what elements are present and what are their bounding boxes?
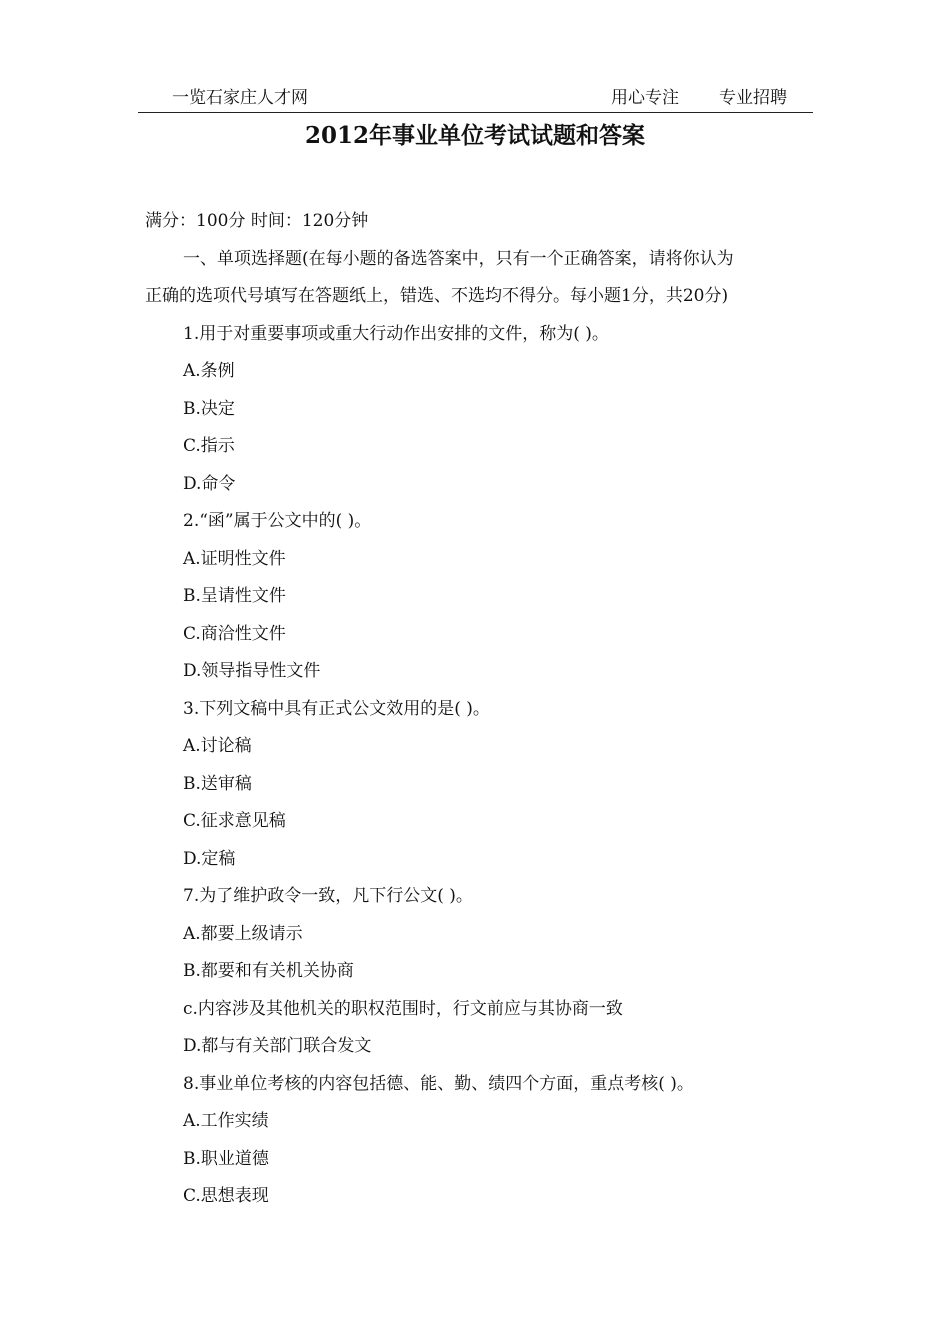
option-3d: D.定稿 (183, 848, 236, 869)
option-7c: c.内容涉及其他机关的职权范围时，行文前应与其协商一致 (183, 998, 623, 1019)
option-3b: B.送审稿 (183, 773, 252, 794)
document-title: 2012年事业单位考试试题和答案 (304, 122, 645, 149)
option-3c: C.征求意见稿 (183, 811, 286, 831)
option-7a: A.都要上级请示 (183, 923, 303, 944)
header-divider (138, 112, 813, 113)
slogan-focus: 用心专注 (611, 88, 679, 108)
option-1c: C.指示 (183, 436, 235, 456)
option-2c: C.商洽性文件 (183, 623, 286, 644)
exam-meta: 满分：100分 时间：120分钟 (145, 211, 369, 231)
slogan-recruit: 专业招聘 (719, 88, 787, 108)
option-2b: B.呈请性文件 (183, 586, 286, 606)
option-3a: A.讨论稿 (183, 736, 252, 756)
question-1: 1.用于对重要事项或重大行动作出安排的文件，称为( )。 (183, 323, 609, 344)
section-instructions-line-1: 一、单项选择题(在每小题的备选答案中，只有一个正确答案，请将你认为 (183, 248, 734, 269)
site-name: 一览石家庄人才网 (172, 88, 308, 108)
option-7b: B.都要和有关机关协商 (183, 961, 354, 981)
question-7: 7.为了维护政令一致，凡下行公文( )。 (183, 886, 473, 906)
option-1d: D.命令 (183, 473, 236, 494)
option-2a: A.证明性文件 (183, 548, 286, 569)
option-8c: C.思想表现 (183, 1186, 269, 1206)
option-1a: A.条例 (183, 361, 235, 381)
question-3: 3.下列文稿中具有正式公文效用的是( )。 (183, 698, 490, 719)
question-8: 8.事业单位考核的内容包括德、能、勤、绩四个方面，重点考核( )。 (183, 1073, 694, 1094)
question-2: 2.“函”属于公文中的( )。 (183, 511, 372, 531)
option-8a: A.工作实绩 (183, 1111, 269, 1131)
section-instructions-line-2: 正确的选项代号填写在答题纸上，错选、不选均不得分。每小题1分，共20分) (145, 286, 729, 306)
header-slogans (611, 83, 787, 108)
option-7d: D.都与有关部门联合发文 (183, 1036, 372, 1056)
option-1b: B.决定 (183, 398, 235, 419)
option-2d: D.领导指导性文件 (183, 661, 321, 681)
document-body (145, 203, 815, 1216)
option-8b: B.职业道德 (183, 1148, 269, 1169)
